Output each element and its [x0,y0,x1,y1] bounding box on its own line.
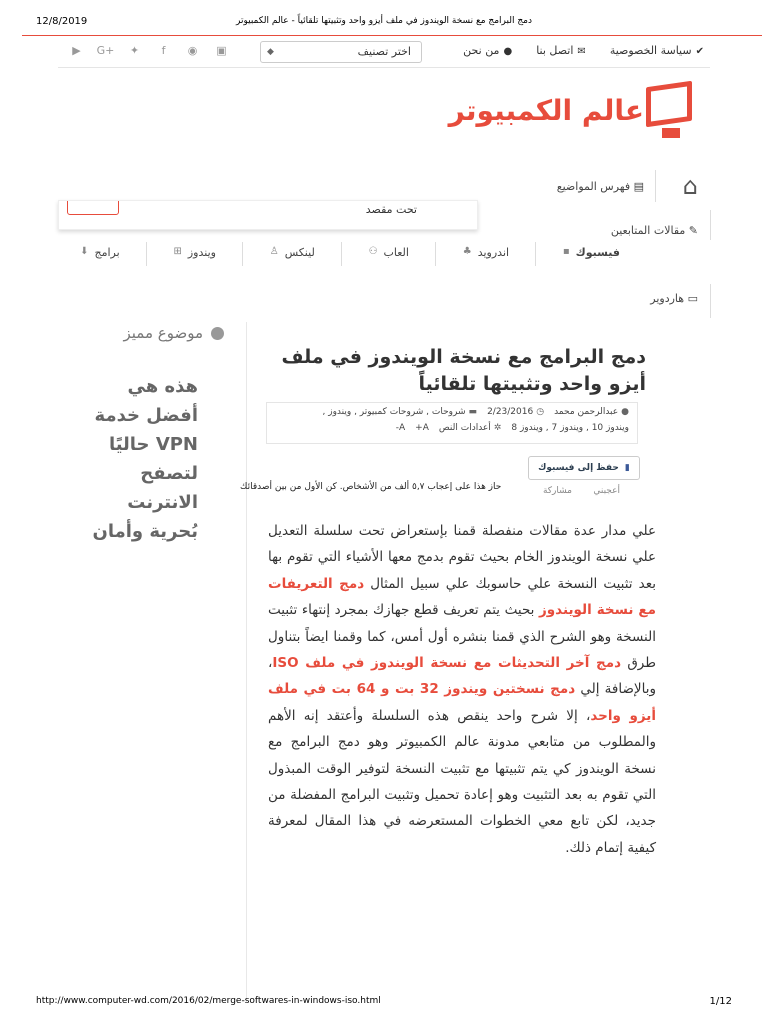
user-icon: ● [621,407,629,417]
promo-line: الانترنت [127,492,198,513]
search-dropdown-overlay [58,200,478,230]
print-date: 12/8/2019 [36,16,88,27]
edit-icon: ✎ [688,224,698,237]
like-button[interactable]: أعجبني [593,486,620,496]
linux-icon: ♙ [269,246,279,257]
top-bar [58,38,710,68]
print-url: http://www.computer-wd.com/2016/02/merge-softwares-in-windows-iso.html [36,996,381,1006]
nav-item-windows[interactable]: ⊞ ويندوز [173,246,215,266]
category-menu [80,246,620,266]
instagram-icon[interactable]: ▣ [216,44,227,57]
menu-divider [435,242,436,266]
category-select[interactable] [260,41,422,63]
post-meta [266,402,638,444]
featured-promo[interactable] [70,372,198,546]
twitter-icon[interactable]: ✦ [129,44,140,57]
share-row [240,484,620,498]
monitor-icon [646,81,692,127]
menu-divider [242,242,243,266]
print-title: دمج البرامج مع نسخة الويندوز في ملف أيزو واحد وتثبيتها تلقائياً - عالم الكمبيوتر [236,16,532,26]
promo-line: لتصفح [140,463,198,484]
article-link[interactable]: دمج التعريفات مع نسخة الويندوز [268,575,657,619]
promo-line: أفضل خدمة [94,405,198,426]
nav-item-hardware: ▭ هاردوير [650,292,698,305]
overlay-button[interactable] [67,200,119,215]
download-icon: ⬇ [80,246,89,257]
promo-line: VPN حاليًا [108,434,198,455]
post-tags[interactable]: ▬شروحات , شروحات كمبيوتر , ويندوز , [322,407,478,417]
nav-followers[interactable] [580,218,710,248]
share-button[interactable]: مشاركة [542,486,572,496]
chevron-updown-icon: ◆ [267,47,274,57]
nav-item-index[interactable]: ▤ فهرس المواضيع [556,180,644,193]
monitor-stand [662,128,680,138]
about-link[interactable]: ●من نحن [463,44,513,57]
like-count: حاز هذا على إعجاب ٥,٧ ألف من الأشخاص. كن الأول من بين أصدقائك [240,482,502,492]
nav-item-followers: ✎ مقالات المتابعين [610,224,698,237]
nav-item-linux[interactable]: ♙ لينكس [270,246,315,266]
contact-link[interactable]: ✉اتصل بنا [536,44,586,57]
nav-divider [655,170,656,202]
file-icon: ▤ [633,180,644,193]
nav-right-border [710,210,711,240]
header-divider [22,35,762,36]
gamepad-icon: ⚇ [368,246,378,257]
post-date: ◷2/23/2016 [487,407,545,417]
check-circle-icon: ✔ [695,46,704,57]
envelope-icon: ✉ [577,46,586,57]
clock-icon: ◷ [536,407,545,417]
circle-icon [211,327,224,340]
desktop-icon: ▭ [687,292,698,305]
promo-line: بُحرية وأمان [92,521,198,542]
article-link[interactable]: دمج نسختين ويندوز 32 بت و 64 بت في ملف أيزو واحد [268,681,657,724]
menu-divider [535,242,536,266]
promo-line: هذه هي [127,376,198,397]
font-settings[interactable]: ✲أعدادات النص [438,423,502,433]
category-select-label: اختر تصنيف [357,45,411,58]
print-footer [0,994,768,1024]
nav-item-facebook[interactable]: ▪ فيسبوك [563,246,620,266]
nav-item-games[interactable]: ⚇ العاب [369,246,409,266]
windows-icon: ⊞ [173,246,182,257]
nav-hardware[interactable] [580,290,710,312]
font-increase-button[interactable]: A+ [415,423,429,433]
home-icon[interactable]: ⌂ [682,172,698,200]
overlay-text: تحت مقصد [365,203,417,216]
save-to-facebook-button[interactable]: ▮حفظ إلى فيسبوك [528,456,640,480]
privacy-link[interactable]: ✔سياسة الخصوصية [609,44,704,57]
post-author[interactable]: ●عبدالرحمن محمد [554,407,629,417]
article-link[interactable]: دمج آخر التحديثات مع نسخة الويندوز في ملف ISO [272,655,622,672]
nav-item-android[interactable]: ♣ اندرويد [463,246,509,266]
article-body: علي مدار عدة مقالات منفصلة قمنا بإستعراض تحت سلسلة التعديل علي نسخة الويندوز الخام بحيث تقوم بدمج معها الأشياء التي تقوم بها بعد تثبيت النسخة علي حاسوبك علي سبيل المثال دمج التعريفات مع نسخة الويندوز بحيث يتم تعريف قطع جهازك بمجرد إنتهاء تثبيت النسخة وهو الشرح الذي قمنا بنشره أول أمس، كما وقمنا ايضاً بتناول طرق دمج آخر التحديثات مع نسخة الويندوز في ملف ISO، وبالإضافة إلي دمج نسختين ويندوز 32 بت و 64 بت في ملف أيزو واحد، إلا شرح واحد ينقص هذه السلسلة وأعتقد إنه الأهم والمطلوب من متابعي مدونة عالم الكمبيوتر وهو دمج البرامج مع نسخة الويندوز كي يتم تثبيتها مع تثبيت النسخة لتوفير الوقت المبذول التي تقوم به بعد التثبيت وهو إعادة تحميل وتثبيت البرامج المفضلة من جديد، لكن تابع معي الخطوات المستعرضه في هذا المقال لمعرفة كيفية إتمام ذلك. [268,523,657,856]
content-border [246,322,247,1002]
logo-text: عالم الكمبيوتر [448,94,644,127]
font-decrease-button[interactable]: A- [395,423,406,433]
menu-divider [146,242,147,266]
featured-title: موضوع مميز [96,324,224,342]
menu-divider [341,242,342,266]
facebook-icon[interactable]: f [161,44,166,57]
print-header [0,0,768,40]
gear-icon: ✲ [493,423,502,433]
google-plus-icon[interactable]: G+ [96,44,115,57]
print-page-number: 1/12 [709,996,732,1007]
site-logo[interactable] [448,84,692,152]
user-icon: ● [503,46,513,57]
top-links [463,44,704,57]
bookmark-icon: ▮ [624,463,630,473]
folder-icon: ▬ [468,407,478,417]
social-icons [62,44,236,57]
rss-icon[interactable]: ◉ [187,44,198,57]
android-icon: ♣ [462,246,472,257]
nav-right-border [710,284,711,318]
post-tags-2[interactable]: ويندوز 10 , ويندوز 7 , ويندوز 8 [511,423,629,433]
facebook-square-icon: ▪ [562,246,570,257]
post-title: دمج البرامج مع نسخة الويندوز في ملف أيزو واحد وتثبيتها تلقائياً [281,346,646,395]
youtube-icon[interactable]: ▶ [72,44,81,57]
nav-item-programs[interactable]: ⬇ برامج [80,246,120,266]
